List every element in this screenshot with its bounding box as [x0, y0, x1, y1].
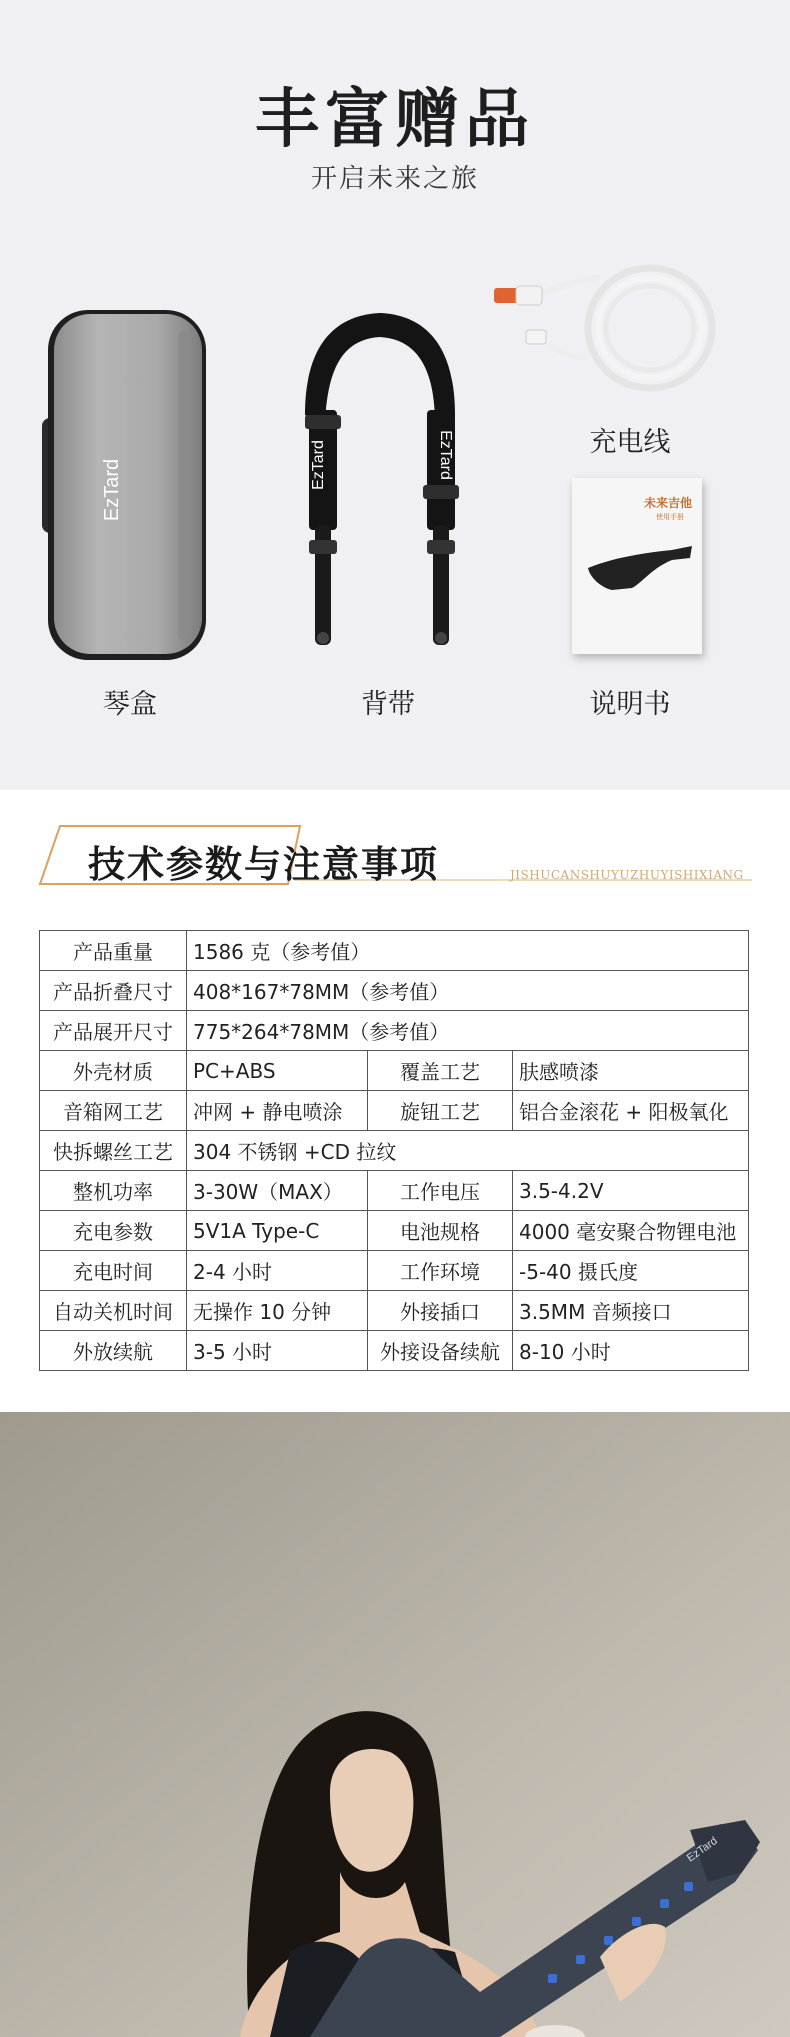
case-caption: 琴盒	[103, 689, 157, 720]
spec-value: 3-5 小时	[187, 1331, 368, 1371]
manual-cover-title: 未来吉他	[644, 496, 693, 510]
spec-value: 5V1A Type-C	[187, 1211, 368, 1251]
spec-value: 无操作 10 分钟	[187, 1291, 368, 1331]
gifts-section	[0, 0, 790, 790]
spec-label: 产品折叠尺寸	[40, 971, 187, 1011]
spec-label: 工作环境	[368, 1251, 513, 1291]
manual-caption: 说明书	[589, 689, 671, 720]
spec-label: 旋钮工艺	[368, 1091, 513, 1131]
spec-value: PC+ABS	[187, 1051, 368, 1091]
spec-value: 1586 克（参考值）	[187, 931, 749, 971]
spec-label: 外接设备续航	[368, 1331, 513, 1371]
guitar-brand-logo: EzTard	[684, 1834, 720, 1865]
table-row	[40, 1251, 749, 1291]
spec-value: 肤感喷漆	[513, 1051, 749, 1091]
manual-cover-subtitle: 使用手册	[656, 513, 684, 521]
lifestyle-photo	[0, 1412, 790, 2037]
spec-value: 3-30W（MAX）	[187, 1171, 368, 1211]
spec-label: 音箱网工艺	[40, 1091, 187, 1131]
spec-label: 外放续航	[40, 1331, 187, 1371]
spec-value: -5-40 摄氏度	[513, 1251, 749, 1291]
charging-cable-image	[490, 258, 730, 408]
player-with-guitar-image	[0, 1412, 790, 2037]
table-row	[40, 1051, 749, 1091]
spec-label: 外接插口	[368, 1291, 513, 1331]
table-row	[40, 1171, 749, 1211]
spec-value: 4000 毫安聚合物锂电池	[513, 1211, 749, 1251]
table-row	[40, 1211, 749, 1251]
manual-booklet-image	[572, 478, 702, 654]
spec-label: 整机功率	[40, 1171, 187, 1211]
guitar-case-image	[40, 300, 215, 670]
spec-label: 快拆螺丝工艺	[40, 1131, 187, 1171]
spec-value: 775*264*78MM（参考值）	[187, 1011, 749, 1051]
spec-label: 工作电压	[368, 1171, 513, 1211]
spec-label: 电池规格	[368, 1211, 513, 1251]
cable-caption: 充电线	[589, 427, 671, 458]
strap-brand-logo: EzTard	[437, 430, 454, 480]
specs-section	[0, 790, 790, 1412]
table-row	[40, 931, 749, 971]
gifts-title: 丰富赠品	[255, 83, 535, 157]
spec-label: 外壳材质	[40, 1051, 187, 1091]
case-brand-logo: EzTard	[101, 458, 123, 522]
spec-label: 覆盖工艺	[368, 1051, 513, 1091]
specs-title: 技术参数与注意事项	[88, 842, 439, 886]
table-row	[40, 1131, 749, 1171]
strap-caption: 背带	[361, 689, 415, 720]
spec-value: 8-10 小时	[513, 1331, 749, 1371]
spec-value: 408*167*78MM（参考值）	[187, 971, 749, 1011]
spec-label: 自动关机时间	[40, 1291, 187, 1331]
spec-value: 铝合金滚花 + 阳极氧化	[513, 1091, 749, 1131]
spec-label: 产品展开尺寸	[40, 1011, 187, 1051]
guitar-strap-image	[295, 305, 470, 650]
strap-brand-logo: EzTard	[310, 440, 327, 490]
gifts-subtitle: 开启未来之旅	[310, 164, 479, 194]
spec-value: 3.5-4.2V	[513, 1171, 749, 1211]
specs-subtitle: JISHUCANSHUYUZHUYISHIXIANG	[510, 868, 744, 882]
spec-value: 3.5MM 音频接口	[513, 1291, 749, 1331]
table-row	[40, 971, 749, 1011]
spec-label: 充电时间	[40, 1251, 187, 1291]
table-row	[40, 1091, 749, 1131]
table-row	[40, 1011, 749, 1051]
spec-value: 冲网 + 静电喷涂	[187, 1091, 368, 1131]
table-row	[40, 1331, 749, 1371]
table-row	[40, 1291, 749, 1331]
spec-value: 2-4 小时	[187, 1251, 368, 1291]
spec-value: 304 不锈钢 +CD 拉纹	[187, 1131, 749, 1171]
spec-label: 产品重量	[40, 931, 187, 971]
specs-table	[39, 930, 749, 1371]
spec-label: 充电参数	[40, 1211, 187, 1251]
